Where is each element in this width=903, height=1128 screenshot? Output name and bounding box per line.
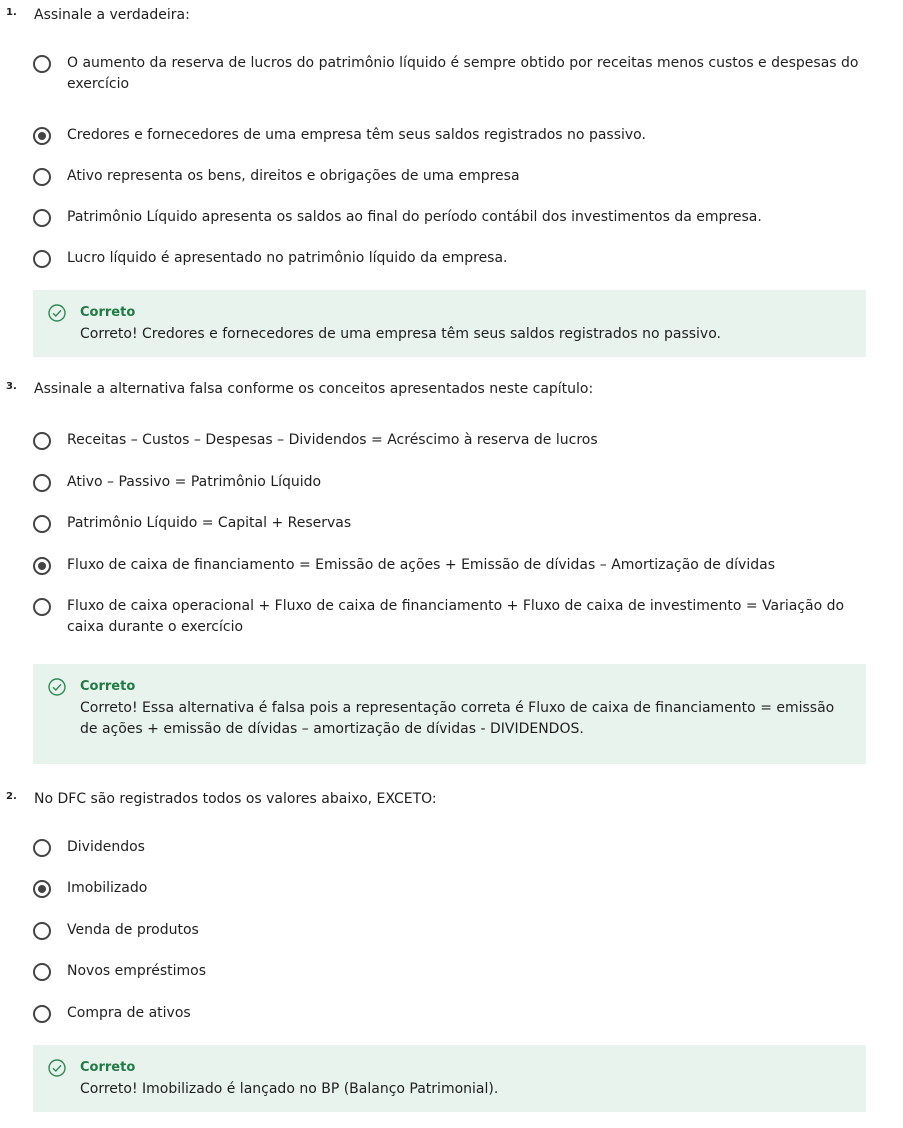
q2-option-4[interactable] xyxy=(33,963,863,985)
check-circle-icon xyxy=(48,304,66,322)
question-prompt: Assinale a alternativa falsa conforme os conceitos apresentados neste capítulo: xyxy=(34,381,594,397)
question-header xyxy=(0,789,903,813)
q1-option-1[interactable] xyxy=(33,55,863,99)
option-label: Fluxo de caixa de financiamento = Emissão de ações + Emissão de dívidas – Amortização de dívidas xyxy=(67,557,775,573)
option-label: Credores e fornecedores de uma empresa têm seus saldos registrados no passivo. xyxy=(67,127,646,143)
option-label: Ativo representa os bens, direitos e obrigações de uma empresa xyxy=(67,168,520,184)
feedback-text: Correto! Essa alternativa é falsa pois a representação correta é Fluxo de caixa de financiamento = emissão de ações + emissão de dívidas – amortização de dívidas - DIVIDENDOS. xyxy=(80,700,835,737)
radio-button[interactable] xyxy=(33,515,51,533)
question-prompt: No DFC são registrados todos os valores abaixo, EXCETO: xyxy=(34,791,437,807)
q3-option-1[interactable] xyxy=(33,432,863,454)
question-prompt: Assinale a verdadeira: xyxy=(34,7,190,23)
radio-button[interactable] xyxy=(33,839,51,857)
option-label: Novos empréstimos xyxy=(67,963,207,979)
question-1 xyxy=(0,5,903,29)
q1-option-2[interactable] xyxy=(33,127,863,149)
option-label: Lucro líquido é apresentado no patrimônio líquido da empresa. xyxy=(67,250,508,266)
question-3 xyxy=(0,379,903,403)
feedback-status: Correto xyxy=(80,679,136,694)
q3-feedback-correct xyxy=(33,664,866,764)
q2-option-2[interactable] xyxy=(33,880,863,902)
radio-button-selected[interactable] xyxy=(33,557,51,575)
radio-button[interactable] xyxy=(33,598,51,616)
q1-option-5[interactable] xyxy=(33,250,863,272)
radio-button[interactable] xyxy=(33,55,51,73)
option-label: Receitas – Custos – Despesas – Dividendos = Acréscimo à reserva de lucros xyxy=(67,432,598,448)
check-circle-icon xyxy=(48,678,66,696)
radio-button[interactable] xyxy=(33,432,51,450)
q3-option-5[interactable] xyxy=(33,598,863,642)
q2-option-1[interactable] xyxy=(33,839,863,861)
question-number: 1. xyxy=(6,7,17,18)
q3-option-2[interactable] xyxy=(33,474,863,496)
radio-button-selected[interactable] xyxy=(33,127,51,145)
feedback-text: Correto! Credores e fornecedores de uma empresa têm seus saldos registrados no passivo. xyxy=(80,326,721,342)
option-label: Compra de ativos xyxy=(67,1005,191,1021)
option-label: Patrimônio Líquido apresenta os saldos ao final do período contábil dos investimentos da empresa. xyxy=(67,209,762,225)
option-label: Fluxo de caixa operacional + Fluxo de caixa de financiamento + Fluxo de caixa de investimento = Variação do caixa durante o exercício xyxy=(67,598,845,635)
question-header xyxy=(0,379,903,403)
radio-button[interactable] xyxy=(33,1005,51,1023)
option-label: Venda de produtos xyxy=(67,922,199,938)
radio-button[interactable] xyxy=(33,168,51,186)
question-number: 2. xyxy=(6,791,17,802)
question-number: 3. xyxy=(6,381,17,392)
option-label: Imobilizado xyxy=(67,880,148,896)
option-label: O aumento da reserva de lucros do patrimônio líquido é sempre obtido por receitas menos custos e despesas do exercício xyxy=(67,55,859,92)
q1-feedback-correct xyxy=(33,290,866,357)
question-header xyxy=(0,5,903,29)
radio-button[interactable] xyxy=(33,474,51,492)
radio-button[interactable] xyxy=(33,963,51,981)
option-label: Patrimônio Líquido = Capital + Reservas xyxy=(67,515,352,531)
feedback-text: Correto! Imobilizado é lançado no BP (Balanço Patrimonial). xyxy=(80,1081,499,1097)
q1-option-4[interactable] xyxy=(33,209,863,231)
q3-option-4[interactable] xyxy=(33,557,863,579)
q1-option-3[interactable] xyxy=(33,168,863,190)
feedback-status: Correto xyxy=(80,305,136,320)
radio-button[interactable] xyxy=(33,922,51,940)
radio-button-selected[interactable] xyxy=(33,880,51,898)
q2-option-3[interactable] xyxy=(33,922,863,944)
q2-feedback-correct xyxy=(33,1045,866,1112)
option-label: Ativo – Passivo = Patrimônio Líquido xyxy=(67,474,322,490)
q2-option-5[interactable] xyxy=(33,1005,863,1027)
q3-option-3[interactable] xyxy=(33,515,863,537)
check-circle-icon xyxy=(48,1059,66,1077)
option-label: Dividendos xyxy=(67,839,145,855)
radio-button[interactable] xyxy=(33,209,51,227)
radio-button[interactable] xyxy=(33,250,51,268)
feedback-status: Correto xyxy=(80,1060,136,1075)
question-2 xyxy=(0,789,903,813)
